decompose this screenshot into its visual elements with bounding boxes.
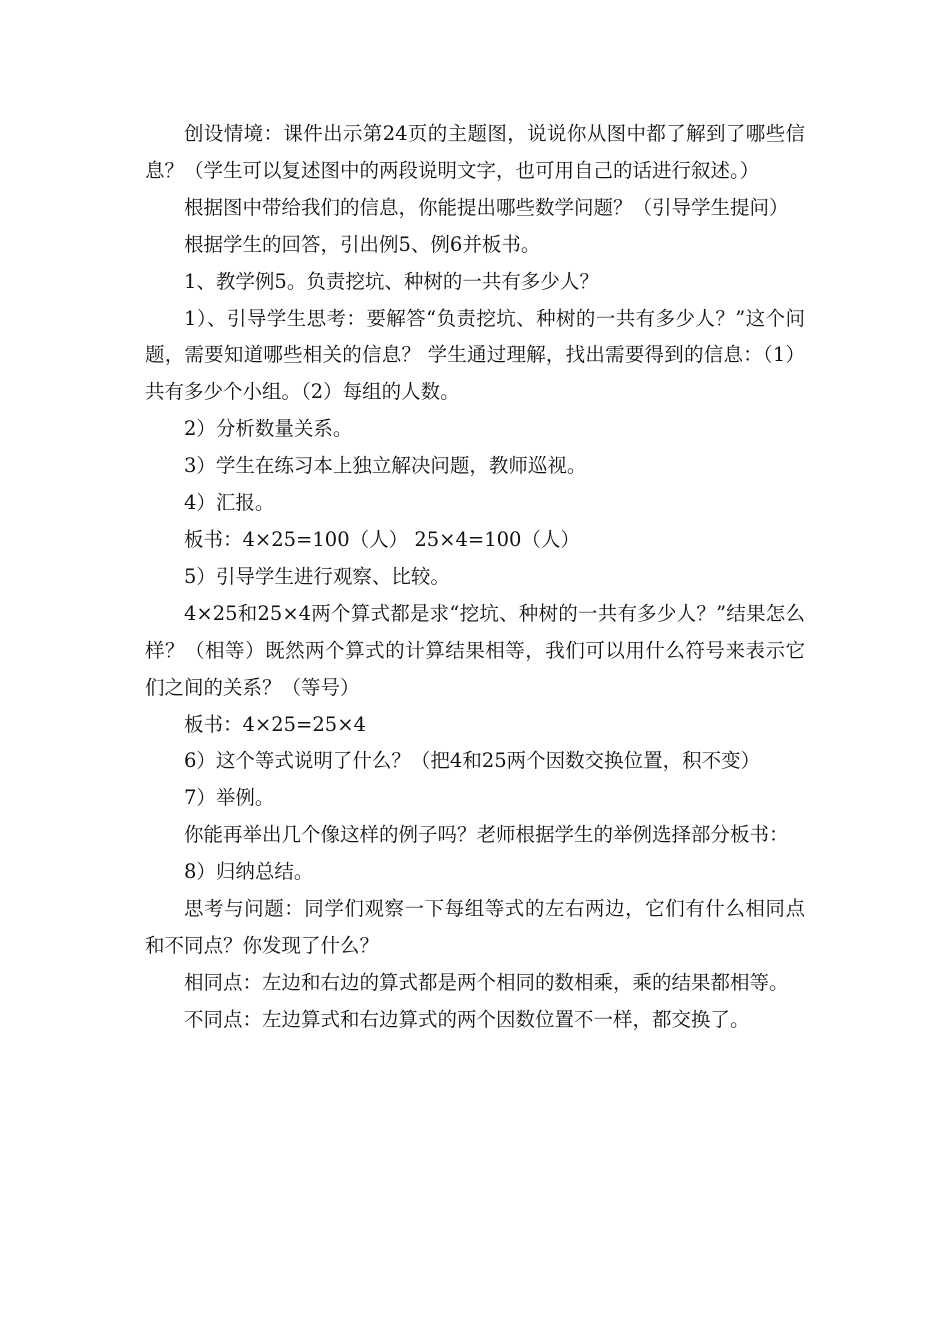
paragraph: 相同点：左边和右边的算式都是两个相同的数相乘，乘的结果都相等。 [184,970,789,994]
paragraph: 板书：4×25=25×4 [184,712,366,736]
paragraph: 7）举例。 [184,786,275,810]
paragraph: 4×25和25×4两个算式都是求“挖坑、种树的一共有多少人？”结果怎么样？（相等）既然两个算式的计算结果相等，我们可以用什么符号来表示它们之间的关系？（等号） [145,601,805,699]
paragraph: 8）归纳总结。 [184,860,314,884]
paragraph: 不同点：左边算式和右边算式的两个因数位置不一样，都交换了。 [184,1007,750,1031]
paragraph: 2）分析数量关系。 [184,417,353,441]
paragraph: 1）、引导学生思考：要解答“负责挖坑、种树的一共有多少人？”这个问题，需要知道哪些相关的信息？ 学生通过理解，找出需要得到的信息：（1）共有多少个小组。（2）每组的人数。 [145,306,805,404]
paragraph: 5）引导学生进行观察、比较。 [184,564,450,588]
paragraph: 板书：4×25=100（人） 25×4=100（人） [184,527,580,551]
paragraph: 6）这个等式说明了什么？（把4和25两个因数交换位置，积不变） [184,749,761,773]
paragraph: 根据学生的回答，引出例5、例6并板书。 [184,232,541,256]
paragraph: 创设情境：课件出示第24页的主题图，说说你从图中都了解到了哪些信息？（学生可以复述图中的两段说明文字，也可用自己的话进行叙述。） [145,122,805,182]
paragraph: 1、教学例5。负责挖坑、种树的一共有多少人？ [184,269,599,293]
paragraph: 根据图中带给我们的信息，你能提出哪些数学问题？（引导学生提问） [184,195,789,219]
paragraph: 4）汇报。 [184,491,275,515]
document-body [145,116,805,1039]
paragraph: 思考与问题：同学们观察一下每组等式的左右两边，它们有什么相同点和不同点？你发现了什么？ [145,897,805,957]
paragraph: 你能再举出几个像这样的例子吗？老师根据学生的举例选择部分板书： [184,823,789,847]
paragraph: 3）学生在练习本上独立解决问题，教师巡视。 [184,454,587,478]
